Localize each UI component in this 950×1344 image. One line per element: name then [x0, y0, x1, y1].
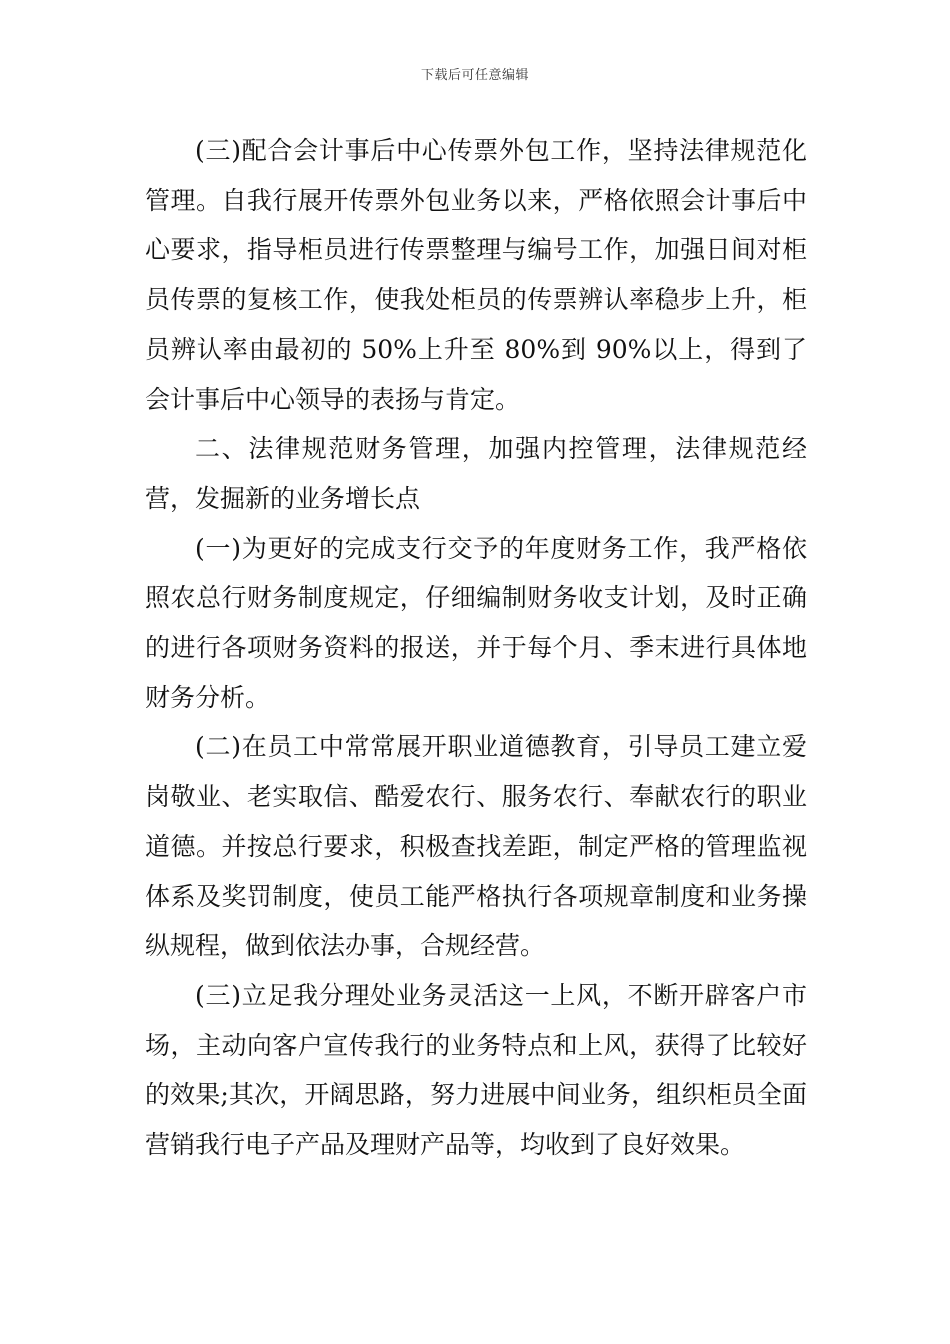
paragraph-ethics-education: (二)在员工中常常展开职业道德教育，引导员工建立爱岗敬业、老实取信、酷爱农行、服务农行、奉献农行的职业道德。并按总行要求，积极查找差距，制定严格的管理监视体系及奖罚制度，使员工能严格执行各项规章制度和业务操纵规程，做到依法办事，合规经营。	[145, 732, 807, 961]
paragraph-market-expansion: (三)立足我分理处业务灵活这一上风，不断开辟客户市场，主动向客户宣传我行的业务特点和上风，获得了比较好的效果;其次，开阔思路，努力进展中间业务，组织柜员全面营销我行电子产品及理财产品等，均收到了良好效果。	[145, 980, 807, 1160]
page-header: 下载后可任意编辑	[420, 68, 529, 83]
paragraph-financial-work: (一)为更好的完成支行交予的年度财务工作，我严格依照农总行财务制度规定，仔细编制财务收支计划，及时正确的进行各项财务资料的报送，并于每个月、季末进行具体地财务分析。	[145, 533, 807, 712]
paragraph-accounting-outsourcing: (三)配合会计事后中心传票外包工作，坚持法律规范化管理。自我行展开传票外包业务以来，严格依照会计事后中心要求，指导柜员进行传票整理与编号工作，加强日间对柜员传票的复核工作，使我处柜员的传票辨认率稳步上升，柜员辨认率由最初的 50%上升至 80%到 90%以上，得到了会计事后中心领导的表扬与肯定。	[145, 136, 807, 414]
document-body	[145, 126, 807, 1170]
section-heading-finance: 二、法律规范财务管理，加强内控管理，法律规范经营，发掘新的业务增长点	[145, 434, 807, 513]
